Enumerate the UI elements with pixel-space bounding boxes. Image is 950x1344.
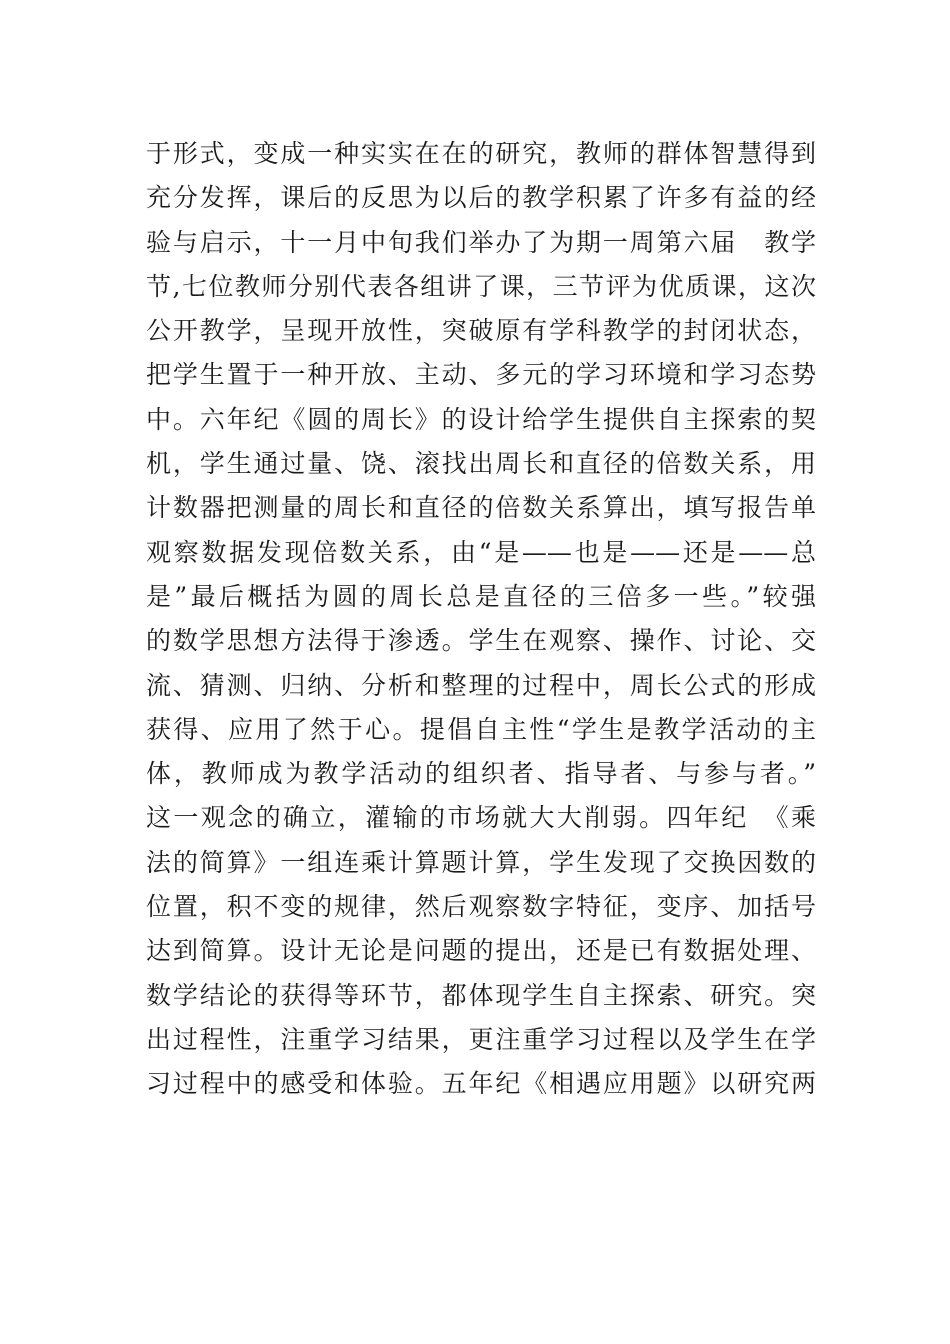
text-line: 法的简算》一组连乘计算题计算，学生发现了交换因数的 <box>146 847 816 877</box>
text-line: 达到简算。设计无论是问题的提出，还是已有数据处理、 <box>146 936 816 966</box>
text-line: 的数学思想方法得于渗透。学生在观察、操作、讨论、交 <box>146 626 816 656</box>
text-line: 习过程中的感受和体验。五年纪《相遇应用题》以研究两 <box>146 1069 816 1099</box>
text-line: 于形式，变成一种实实在在的研究，教师的群体智慧得到 <box>146 139 816 168</box>
text-line: 是”最后概括为圆的周长总是直径的三倍多一些。”较强 <box>146 581 816 611</box>
text-line: 把学生置于一种开放、主动、多元的学习环境和学习态势 <box>146 360 816 390</box>
text-line: 机，学生通过量、饶、滚找出周长和直径的倍数关系，用 <box>146 449 816 479</box>
text-line: 计数器把测量的周长和直径的倍数关系算出，填写报告单 <box>146 493 816 523</box>
text-line: 充分发挥，课后的反思为以后的教学积累了许多有益的经 <box>146 183 816 213</box>
text-line: 公开教学，呈现开放性，突破原有学科教学的封闭状态， <box>146 316 816 346</box>
text-line: 流、猜测、归纳、分析和整理的过程中，周长公式的形成 <box>146 670 816 700</box>
text-line: 位置，积不变的规律，然后观察数字特征，变序、加括号 <box>146 892 816 922</box>
body-text <box>146 132 816 1107</box>
text-line: 节,七位教师分别代表各组讲了课，三节评为优质课，这次 <box>146 271 816 301</box>
text-line: 中。六年纪《圆的周长》的设计给学生提供自主探索的契 <box>146 404 816 434</box>
text-line: 这一观念的确立，灌输的市场就大大削弱。四年纪 《乘 <box>146 803 816 833</box>
text-line: 体，教师成为教学活动的组织者、指导者、与参与者。” <box>146 759 816 789</box>
text-line: 观察数据发现倍数关系，由“是——也是——还是——总 <box>146 537 816 567</box>
text-line: 获得、应用了然于心。提倡自主性“学生是教学活动的主 <box>146 714 816 744</box>
text-line: 出过程性，注重学习结果，更注重学习过程以及学生在学 <box>146 1024 816 1054</box>
text-line: 验与启示，十一月中旬我们举办了为期一周第六届 教学 <box>146 227 816 257</box>
text-line: 数学结论的获得等环节，都体现学生自主探索、研究。突 <box>146 980 816 1010</box>
